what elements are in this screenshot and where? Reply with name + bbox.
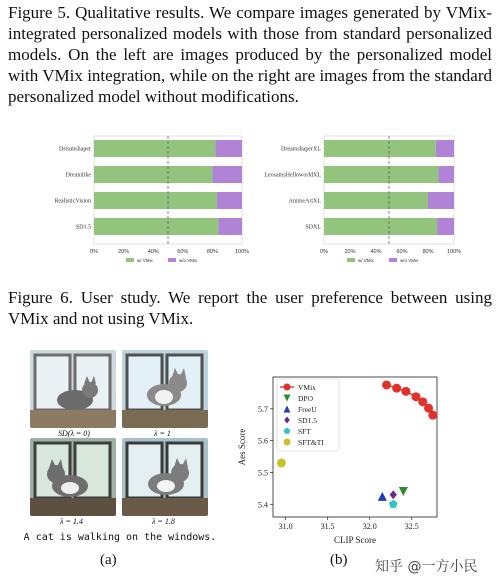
bar-without-vmix xyxy=(217,192,242,209)
legend-label: w/ VMix xyxy=(358,258,374,263)
cat-image-grid xyxy=(30,350,210,525)
x-tick-label: 20% xyxy=(118,249,130,255)
x-tick-label: 32.0 xyxy=(362,522,377,531)
bar-without-vmix xyxy=(212,166,242,183)
cat-label-lambda-1-4: λ = 1.4 xyxy=(60,517,83,526)
legend-label: DPO xyxy=(298,394,314,403)
cat-image-lambda-1-4 xyxy=(30,438,116,516)
category-label: AnimeArtXL xyxy=(288,198,321,205)
y-tick-label: 5.5 xyxy=(258,468,268,478)
bar-chart-sdxl-family xyxy=(252,130,462,265)
bar-with-vmix xyxy=(94,218,218,235)
y-tick-label: 5.6 xyxy=(258,436,268,446)
legend-swatch-without-vmix xyxy=(168,258,176,262)
x-tick-label: 0% xyxy=(90,249,98,255)
x-tick-label: 80% xyxy=(422,249,434,255)
legend-marker xyxy=(284,439,291,446)
legend-label: SFT&TI xyxy=(298,438,324,447)
cat-label-lambda-1-8: λ = 1.8 xyxy=(152,517,175,526)
category-label: Dreamshaper xyxy=(59,146,91,153)
bar-without-vmix xyxy=(215,140,242,157)
x-tick-label: 40% xyxy=(147,249,159,255)
legend-label: SD1.5 xyxy=(298,416,317,425)
category-label: RealisticVision xyxy=(54,198,91,205)
legend-swatch-with-vmix xyxy=(347,258,355,262)
cat-illustration xyxy=(122,350,208,428)
x-tick-label: 100% xyxy=(234,249,250,255)
category-label: LeosamsHelloworldXL xyxy=(264,172,321,179)
x-tick-label: 31.0 xyxy=(278,522,293,531)
cat-label-lambda-1: λ = 1 xyxy=(154,429,171,438)
bar-chart-sd15-family xyxy=(40,130,250,265)
data-point-vmix xyxy=(382,380,391,389)
legend-label: VMix xyxy=(298,383,316,392)
x-tick-label: 32.5 xyxy=(404,522,419,531)
legend-label: SFT xyxy=(298,427,311,436)
legend-label: w/o VMix xyxy=(179,258,198,263)
legend-label: w/ VMix xyxy=(137,258,153,263)
x-tick-label: 20% xyxy=(344,249,356,255)
bar-without-vmix xyxy=(436,140,454,157)
x-tick-label: 40% xyxy=(370,249,382,255)
cat-image-lambda-1-8 xyxy=(122,438,208,516)
legend-label: FreeU xyxy=(298,405,317,414)
cat-image-lambda-1 xyxy=(122,350,208,428)
cat-illustration xyxy=(30,438,116,516)
data-point-vmix xyxy=(428,411,437,420)
cat-label-sd: SD(λ = 0) xyxy=(58,429,90,438)
legend-swatch-with-vmix xyxy=(126,258,134,262)
bar-with-vmix xyxy=(324,218,437,235)
x-tick-label: 31.5 xyxy=(320,522,335,531)
category-label: DreamshaperXL xyxy=(281,146,321,153)
x-tick-label: 60% xyxy=(396,249,408,255)
bar-with-vmix xyxy=(324,192,428,209)
category-label: SDXL xyxy=(305,224,321,231)
data-point-vmix xyxy=(401,387,410,396)
subfigure-label-a: (a) xyxy=(100,552,117,568)
figure5-caption: Figure 5. Qualitative results. We compare images generated by VMix-integrated personalized models with those from standard personalized models. On the left are images produced by the personalized model with VMix integration, while on the right are images from the standard personalized model without modifications. xyxy=(8,3,492,106)
watermark: 知乎 @一方小民 xyxy=(375,559,478,575)
bar-with-vmix xyxy=(324,140,436,157)
bar-without-vmix xyxy=(428,192,454,209)
legend-swatch-without-vmix xyxy=(389,258,397,262)
y-axis-label: Aes Score xyxy=(237,428,247,466)
legend-label: w/o VMix xyxy=(400,258,419,263)
cat-image-sd xyxy=(30,350,116,428)
bar-without-vmix xyxy=(218,218,242,235)
x-tick-label: 100% xyxy=(446,249,462,255)
category-label: Dreamlike xyxy=(65,172,91,179)
cat-illustration xyxy=(122,438,208,516)
subfigure-label-b: (b) xyxy=(330,552,348,568)
data-point-vmix xyxy=(392,384,401,393)
x-tick-label: 60% xyxy=(177,249,189,255)
bar-with-vmix xyxy=(324,166,438,183)
scatter-clip-vs-aes xyxy=(235,345,445,550)
x-axis-label: CLIP Score xyxy=(334,535,376,545)
y-tick-label: 5.7 xyxy=(258,404,268,414)
figure6-caption: Figure 6. User study. We report the user preference between using VMix and not using VMix. xyxy=(8,288,492,328)
category-label: SD1.5 xyxy=(75,224,91,231)
bar-without-vmix xyxy=(437,218,454,235)
x-tick-label: 80% xyxy=(206,249,218,255)
bar-without-vmix xyxy=(438,166,454,183)
bar-with-vmix xyxy=(94,192,217,209)
x-tick-label: 0% xyxy=(320,249,328,255)
cat-illustration xyxy=(30,350,116,428)
bar-with-vmix xyxy=(94,166,212,183)
bar-with-vmix xyxy=(94,140,215,157)
data-point-sft-ti xyxy=(277,458,286,467)
y-tick-label: 5.4 xyxy=(258,500,268,510)
cat-caption: A cat is walking on the windows. xyxy=(23,532,217,543)
legend-marker xyxy=(284,384,291,391)
